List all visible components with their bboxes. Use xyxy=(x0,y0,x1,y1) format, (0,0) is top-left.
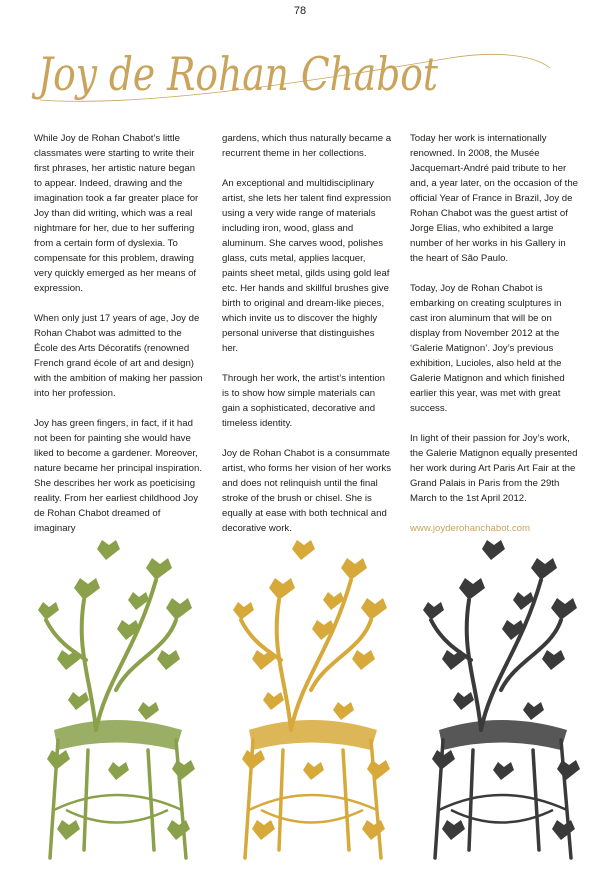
paragraph: Today her work is internationally renowned. In 2008, the Musée Jacquemart-André paid tribute to her and, a year later, on the occasion of the official Year of France in Brazil, Joy de Rohan Chabot was the guest artist of Jorge Elias, who exhibited a large number of her works in his Gallery in the heart of São Paulo. xyxy=(410,133,579,264)
paragraph: An exceptional and multidisciplinary artist, she lets her talent find expression using a very wide range of materials including iron, wood, glass and aluminum. She carves wood, polishes glass, cuts metal, applies lacquer, paints sheet metal, gilds using gold leaf etc. Her hands and skillful brushes give birth to original and dream-like pieces, which invite us to discover the highly personal universe that distinguishes her. xyxy=(222,178,392,354)
article-title xyxy=(30,38,570,118)
paragraph: gardens, which thus naturally became a recurrent theme in her collections. xyxy=(222,133,392,159)
paragraph: While Joy de Rohan Chabot’s little classmates were starting to write their first phrases, her artistic nature began to appear. Indeed, drawing and the imagination took a far greater place for Joy than did writing, which was a real nightmare for her, due to her suffering from a certain form of dyslexia. To compensate for this problem, drawing very quickly emerged as her means of expression. xyxy=(34,133,199,294)
paragraph: Through her work, the artist’s intention is to show how simple materials can gain a sophisticated, decorative and timeless identity. xyxy=(222,373,385,429)
ivy-chair-black xyxy=(423,540,580,858)
page-number: 78 xyxy=(293,5,307,17)
paragraph: Joy has green fingers, in fact, if it had not been for painting she would have liked to become a gardener. Moreover, nature became her principal inspiration. She describes her work as poeticising reality. From her earliest childhood Joy de Rohan Chabot dreamed of imaginary xyxy=(34,418,202,534)
column-1 xyxy=(34,131,204,551)
paragraph: When only just 17 years of age, Joy de Rohan Chabot was admitted to the École des Arts Décoratifs (renowned French grand école of art and design) with the ambition of making her passion into her profession. xyxy=(34,313,203,399)
column-2 xyxy=(222,131,392,551)
chairs-photo xyxy=(36,540,592,870)
ivy-chair-green xyxy=(38,540,195,858)
article-body xyxy=(34,131,579,551)
paragraph: In light of their passion for Joy’s work, the Galerie Matignon equally presented her work during Art Paris Art Fair at the Grand Palais in Paris from the 29th March to the 1st April 2012. xyxy=(410,433,578,504)
title-script xyxy=(30,38,570,118)
title-text: Joy de Rohan Chabot xyxy=(31,47,439,101)
paragraph: Joy de Rohan Chabot is a consummate artist, who forms her vision of her works and does not relinquish until the final stroke of the brush or chisel. She is equally at ease with both technical and decorative work. xyxy=(222,448,392,534)
ivy-chair-gold xyxy=(233,540,390,858)
chairs-illustration xyxy=(36,540,592,870)
paragraph: Today, Joy de Rohan Chabot is embarking on creating sculptures in cast iron aluminum that will be on display from November 2012 at the ‘Galerie Matignon’. Joy’s previous exhibition, Lucioles, also held at the Galerie Matignon and which finished earlier this year, was met with great success. xyxy=(410,283,565,414)
website-link[interactable]: www.joyderohanchabot.com xyxy=(410,523,530,534)
column-3 xyxy=(410,131,580,551)
